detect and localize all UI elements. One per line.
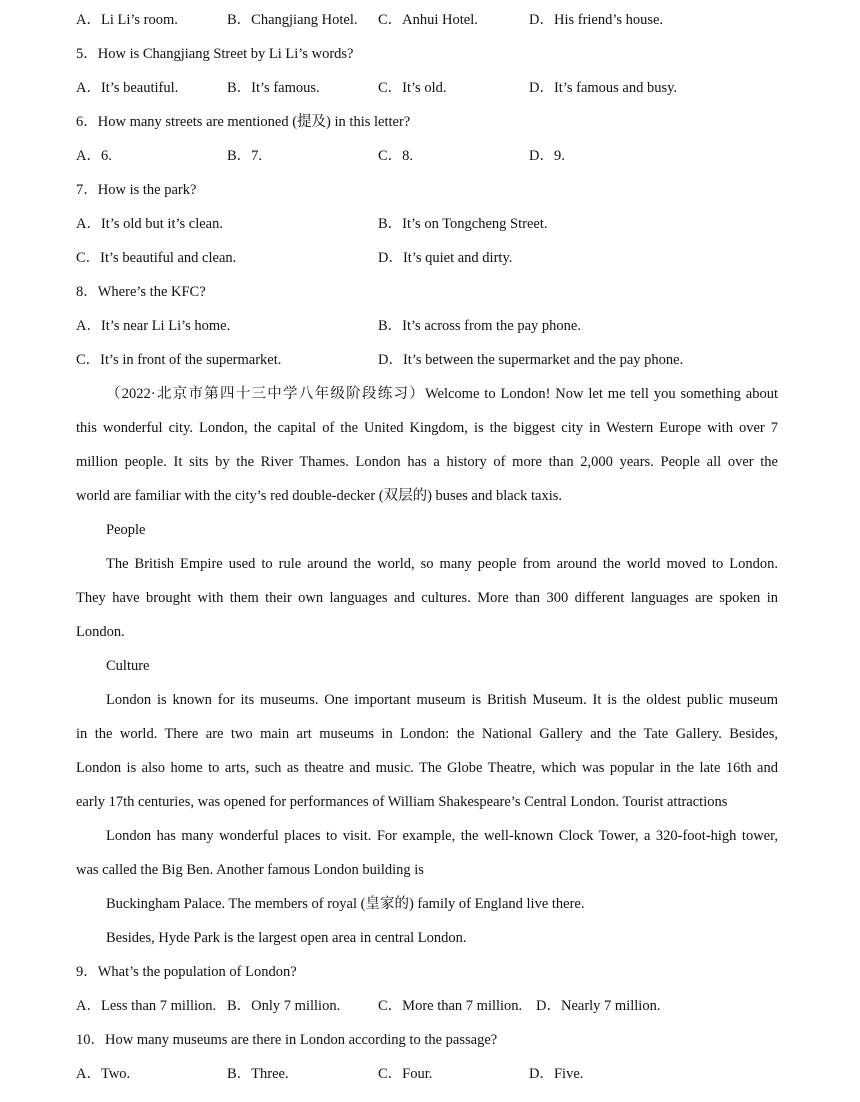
culture-heading: Culture [106, 658, 150, 674]
q10-option-a: A．Two. [76, 1066, 131, 1082]
people-heading: People [106, 522, 146, 538]
palace-line: Buckingham Palace. The members of royal (皇家的) family of England live there. [106, 896, 585, 912]
q8-option-d: D．It’s between the supermarket and the pay phone. [378, 352, 684, 368]
q7-option-d: D．It’s quiet and dirty. [378, 250, 513, 266]
passage-intro-line-3: million people. It sits by the River Thames. London has a history of more than 2,000 years. People all over the [76, 454, 778, 470]
culture-line-3: London is also home to arts, such as theatre and music. The Globe Theatre, which was popular in the late 16th and [76, 760, 778, 776]
people-line-1: The British Empire used to rule around the world, so many people from around the world moved to London. [106, 556, 778, 572]
q7-option-c: C．It’s beautiful and clean. [76, 250, 237, 266]
q4-option-a: A．Li Li’s room. [76, 12, 178, 28]
q9-option-c: C．More than 7 million. [378, 998, 523, 1014]
q6-option-a: A．6. [76, 148, 112, 164]
culture-line-2: in the world. There are two main art museums in London: the National Gallery and the Tate Gallery. Besides, [76, 726, 778, 742]
q9-option-d: D．Nearly 7 million. [536, 998, 661, 1014]
q5-option-b: B．It’s famous. [227, 80, 320, 96]
q9-option-a: A．Less than 7 million. [76, 998, 217, 1014]
q7-option-a: A．It’s old but it’s clean. [76, 216, 223, 232]
attractions-line-1: London has many wonderful places to visit. For example, the well-known Clock Tower, a 320-foot-high tower, [106, 828, 778, 844]
q5-option-c: C．It’s old. [378, 80, 447, 96]
q8-option-a: A．It’s near Li Li’s home. [76, 318, 231, 334]
q10-stem: 10．How many museums are there in London according to the passage? [76, 1032, 498, 1048]
q9-stem: 9．What’s the population of London? [76, 964, 297, 980]
q8-option-c: C．It’s in front of the supermarket. [76, 352, 282, 368]
culture-line-4: early 17th centuries, was opened for performances of William Shakespeare’s Central London. Tourist attractions [76, 794, 728, 810]
q6-option-c: C．8. [378, 148, 414, 164]
q9-option-b: B．Only 7 million. [227, 998, 341, 1014]
q10-option-b: B．Three. [227, 1066, 289, 1082]
q6-option-b: B．7. [227, 148, 263, 164]
q10-option-d: D．Five. [529, 1066, 584, 1082]
q5-option-d: D．It’s famous and busy. [529, 80, 678, 96]
q6-option-d: D．9. [529, 148, 565, 164]
q4-option-c: C．Anhui Hotel. [378, 12, 478, 28]
q5-stem: 5．How is Changjiang Street by Li Li’s words? [76, 46, 354, 62]
passage-intro-line-4: world are familiar with the city’s red double-decker (双层的) buses and black taxis. [76, 488, 562, 504]
q6-stem: 6．How many streets are mentioned (提及) in this letter? [76, 114, 411, 130]
people-line-2: They have brought with them their own languages and cultures. More than 300 different languages are spoken in [76, 590, 778, 606]
q4-option-d: D．His friend’s house. [529, 12, 664, 28]
q10-option-c: C．Four. [378, 1066, 433, 1082]
q7-stem: 7．How is the park? [76, 182, 197, 198]
attractions-line-2: was called the Big Ben. Another famous London building is [76, 862, 424, 878]
hyde-park-line: Besides, Hyde Park is the largest open area in central London. [106, 930, 467, 946]
passage-intro-line-2: this wonderful city. London, the capital of the United Kingdom, is the biggest city in Western Europe with over 7 [76, 420, 778, 436]
q7-option-b: B．It’s on Tongcheng Street. [378, 216, 548, 232]
passage-intro-line-1: （2022·北京市第四十三中学八年级阶段练习）Welcome to London! Now let me tell you something about [106, 386, 778, 402]
people-line-3: London. [76, 624, 125, 640]
q5-option-a: A．It’s beautiful. [76, 80, 179, 96]
culture-line-1: London is known for its museums. One important museum is British Museum. It is the oldest public museum [106, 692, 778, 708]
q8-stem: 8．Where’s the KFC? [76, 284, 206, 300]
q4-option-b: B．Changjiang Hotel. [227, 12, 358, 28]
q8-option-b: B．It’s across from the pay phone. [378, 318, 581, 334]
